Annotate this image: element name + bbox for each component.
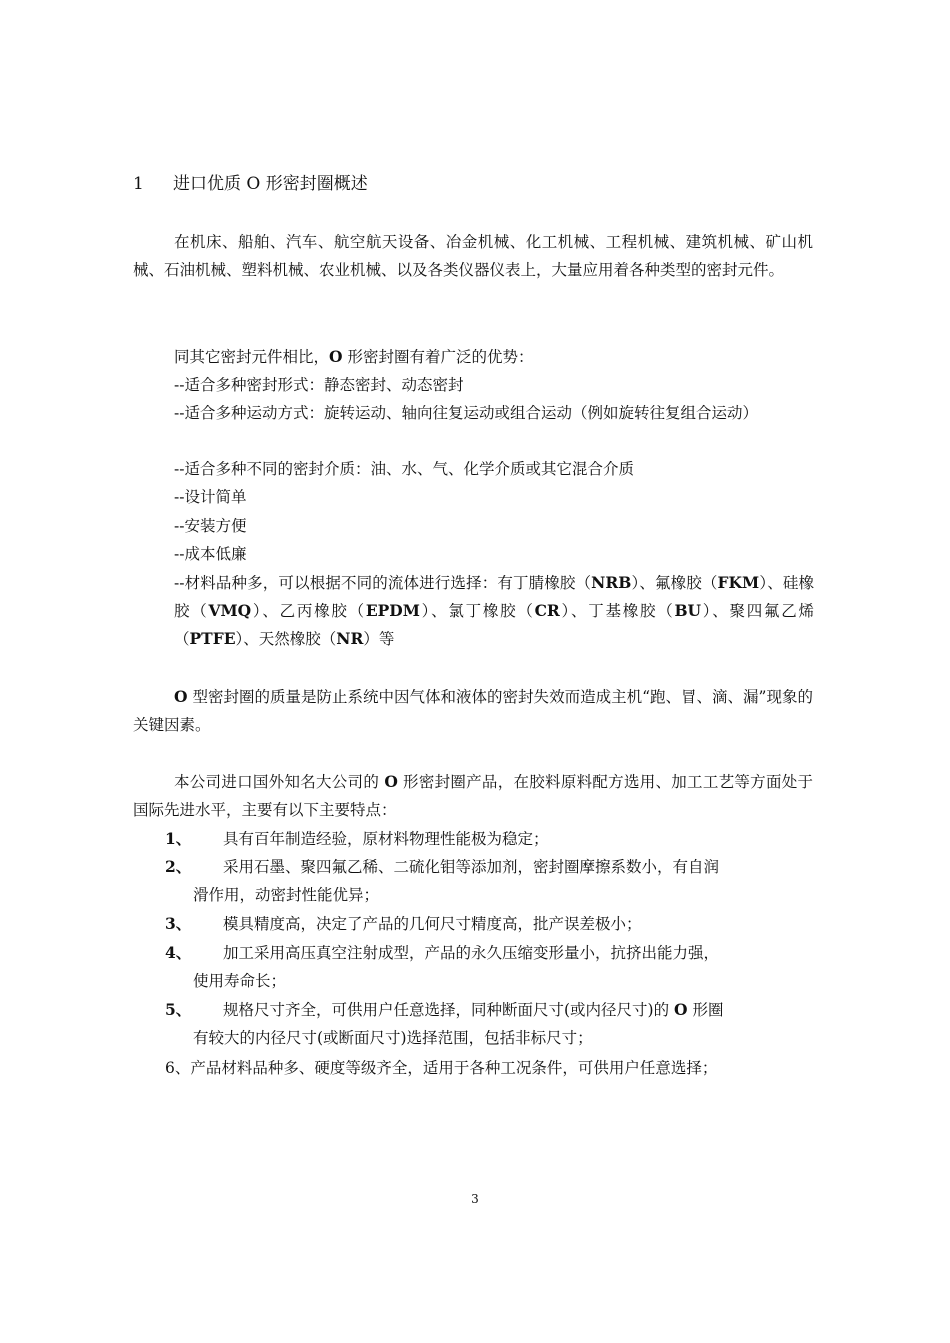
advantage-item: --成本低廉: [174, 545, 247, 563]
page-number: 3: [471, 1192, 479, 1206]
quality-paragraph: O 型密封圈的质量是防止系统中因气体和液体的密封失效而造成主机“跑、冒、滴、漏”现象的关键因素。: [133, 687, 813, 734]
feature-item: 6、产品材料品种多、硬度等级齐全，适用于各种工况条件，可供用户任意选择；: [165, 1059, 718, 1077]
feature-item: 5、 规格尺寸齐全，可供用户任意选择，同种断面尺寸(或内径尺寸)的 O 形圈 有较大的内径尺寸(或断面尺寸)选择范围，包括非标尺寸；: [165, 1000, 724, 1047]
section-number: 1: [133, 174, 144, 194]
section-heading: [133, 172, 368, 196]
advantages-lead: 同其它密封元件相比，O 形密封圈有着广泛的优势：: [174, 347, 534, 366]
feature-item: 4、 加工采用高压真空注射成型，产品的永久压缩变形量小，抗挤出能力强， 使用寿命长；: [165, 943, 720, 990]
feature-item: 2、 采用石墨、聚四氟乙稀、二硫化钼等添加剂，密封圈摩擦系数小，有自润 滑作用，动密封性能优异；: [165, 857, 720, 904]
company-paragraph: 本公司进口国外知名大公司的 O 形密封圈产品，在胶料原料配方选用、加工工艺等方面处于国际先进水平，主要有以下主要特点：: [133, 772, 813, 819]
feature-item: 3、 模具精度高，决定了产品的几何尺寸精度高，批产误差极小；: [165, 914, 642, 933]
advantage-item: --安装方便: [174, 517, 247, 535]
section-title: 进口优质 O 形密封圈概述: [173, 174, 368, 194]
advantage-item: --适合多种密封形式：静态密封、动态密封: [174, 376, 464, 394]
advantage-materials: --材料品种多，可以根据不同的流体进行选择：有丁腈橡胶（NRB）、氟橡胶（FKM）、硅橡胶（VMQ）、乙丙橡胶（EPDM）、氯丁橡胶（CR）、丁基橡胶（BU）、聚四氟乙烯（PTFE）、天然橡胶（NR）等: [174, 573, 814, 648]
advantage-item: --适合多种不同的密封介质：油、水、气、化学介质或其它混合介质: [174, 460, 634, 478]
intro-paragraph: 在机床、船舶、汽车、航空航天设备、冶金机械、化工机械、工程机械、建筑机械、矿山机械、石油机械、塑料机械、农业机械、以及各类仪器仪表上，大量应用着各种类型的密封元件。: [133, 233, 813, 279]
feature-item: 1、 具有百年制造经验，原材料物理性能极为稳定；: [165, 829, 549, 848]
advantage-item: --设计简单: [174, 488, 247, 506]
advantage-item: --适合多种运动方式：旋转运动、轴向往复运动或组合运动（例如旋转往复组合运动）: [174, 404, 758, 422]
